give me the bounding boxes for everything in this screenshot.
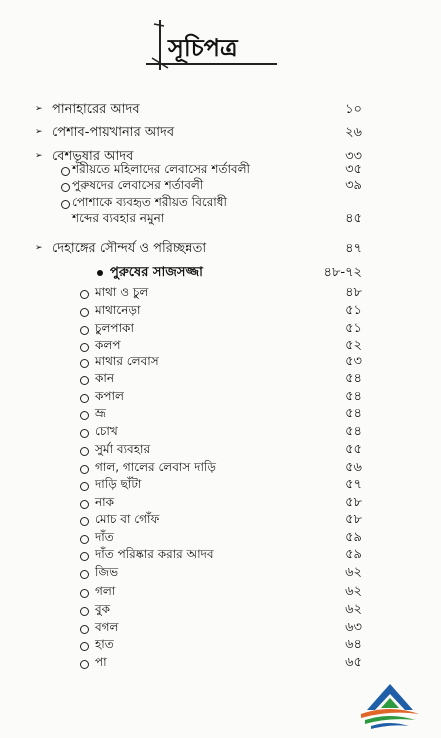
toc-entry-label: কপাল (95, 389, 124, 403)
toc-entry-page: ৬২ (345, 584, 362, 599)
arrow-bullet-icon: ➢ (35, 127, 43, 137)
toc-entry-label: শরীয়তে মহিলাদের লেবাসের শর্তাবলী (72, 162, 250, 176)
arrow-bullet-icon: ➢ (35, 104, 43, 114)
circle-bullet-icon (80, 660, 89, 669)
toc-entry-label: চুলপাকা (95, 321, 134, 335)
toc-entry-page: ৬৫ (345, 655, 362, 670)
toc-entry-page: ৫৪ (345, 424, 362, 439)
toc-entry-label: বেশভূষার আদব (52, 149, 134, 164)
circle-bullet-icon (80, 308, 89, 317)
toc-entry-page: ৫৪ (345, 371, 362, 386)
toc-entry-label: জিভ (95, 565, 119, 579)
circle-bullet-icon (61, 200, 70, 209)
toc-entry-page: ৫৫ (345, 442, 362, 457)
toc-entry-page: ৪৮-৭২ (323, 265, 362, 280)
toc-entry-page: ৩৫ (345, 162, 362, 177)
toc-entry-label: হাত (95, 637, 114, 651)
toc-entry-label: নাক (95, 495, 115, 509)
arrow-bullet-icon: ➢ (35, 243, 43, 253)
toc-entry-label: দাঁত (95, 530, 114, 544)
circle-bullet-icon (80, 500, 89, 509)
toc-entry-page: ৫৯ (345, 530, 362, 545)
toc-entry-page: ৬৩ (345, 620, 362, 635)
toc-entry-page: ৬২ (345, 565, 362, 580)
toc-entry-page: ৫৪ (345, 389, 362, 404)
toc-entry-label: মোচ বা গোঁফ (95, 512, 160, 526)
toc-entry-label: মাথানেড়া (95, 303, 141, 317)
toc-entry-label: ভ্রূ (95, 406, 106, 420)
toc-entry-label: বগল (95, 620, 119, 634)
toc-entry-label: পানাহারের আদব (52, 102, 140, 117)
circle-bullet-icon (80, 589, 89, 598)
toc-entry-page: ৫৪ (345, 406, 362, 421)
circle-bullet-icon (80, 290, 89, 299)
toc-entry-label: পুরুষদের লেবাসের শর্তাবলী (72, 178, 204, 192)
toc-entry-page: ৫১ (345, 303, 362, 318)
toc-entry-page: ৪৫ (345, 211, 362, 226)
publisher-logo (355, 680, 425, 730)
toc-entry-label: পুরুষের সাজসজ্জা (110, 265, 203, 280)
toc-entry-page: ৩৩ (345, 149, 362, 164)
toc-entry-label: সুর্মা ব্যবহার (95, 442, 151, 456)
toc-entry-label: পোশাকে ব্যবহৃত শরীয়ত বিরোধী (72, 195, 227, 209)
toc-entry-label: শব্দের ব্যবহার নমুনা (72, 211, 165, 225)
circle-bullet-icon (61, 183, 70, 192)
circle-bullet-icon (80, 359, 89, 368)
page-title: সূচিপত্র (168, 33, 238, 62)
toc-entry-label: গাল, গালের লেবাস দাড়ি (95, 460, 216, 474)
circle-bullet-icon (80, 625, 89, 634)
toc-entry-label: বুক (95, 602, 111, 616)
toc-entry-page: ৫৬ (345, 460, 362, 475)
toc-entry-label: কলপ (95, 338, 121, 352)
toc-entry-label: কান (95, 371, 115, 385)
toc-entry-page: ৫১ (345, 321, 362, 336)
toc-entry-page: ৩৯ (345, 178, 362, 193)
toc-entry-page: ১০ (345, 102, 362, 117)
toc-entry-page: ২৬ (345, 125, 362, 140)
circle-bullet-icon (80, 517, 89, 526)
toc-entry-page: ৫৮ (345, 495, 362, 510)
circle-bullet-icon (61, 167, 70, 176)
toc-entry-label: পেশাব-পায়খানার আদব (52, 125, 175, 140)
toc-entry-label: দেহাঙ্গের সৌন্দর্য ও পরিচ্ছন্নতা (52, 241, 207, 256)
toc-entry-label: দাঁত পরিষ্কার করার আদব (95, 547, 214, 561)
toc-entry-label: পা (95, 655, 107, 669)
circle-bullet-icon (80, 343, 89, 352)
dot-bullet-icon (97, 270, 103, 276)
toc-entry-label: গলা (95, 584, 116, 598)
circle-bullet-icon (80, 429, 89, 438)
circle-bullet-icon (80, 482, 89, 491)
circle-bullet-icon (80, 394, 89, 403)
circle-bullet-icon (80, 376, 89, 385)
toc-entry-page: ৬২ (345, 602, 362, 617)
circle-bullet-icon (80, 642, 89, 651)
circle-bullet-icon (80, 552, 89, 561)
circle-bullet-icon (80, 465, 89, 474)
toc-entry-page: ৪৭ (345, 241, 362, 256)
circle-bullet-icon (80, 411, 89, 420)
circle-bullet-icon (80, 535, 89, 544)
toc-entry-page: ৫৯ (345, 547, 362, 562)
toc-entry-label: মাথা ও চুল (95, 285, 149, 299)
toc-entry-page: ৪৮ (345, 285, 362, 300)
toc-entry-page: ৬৪ (345, 637, 362, 652)
circle-bullet-icon (80, 570, 89, 579)
toc-entry-label: দাড়ি ছাঁটা (95, 477, 142, 491)
toc-entry-page: ৫৩ (345, 354, 362, 369)
toc-entry-page: ৫২ (345, 338, 362, 353)
circle-bullet-icon (80, 607, 89, 616)
circle-bullet-icon (80, 447, 89, 456)
toc-entry-label: চোখ (95, 424, 118, 438)
circle-bullet-icon (80, 326, 89, 335)
toc-entry-page: ৫৮ (345, 512, 362, 527)
arrow-bullet-icon: ➢ (35, 151, 43, 161)
toc-entry-page: ৫৭ (345, 477, 362, 492)
toc-entry-label: মাথার লেবাস (95, 354, 159, 368)
